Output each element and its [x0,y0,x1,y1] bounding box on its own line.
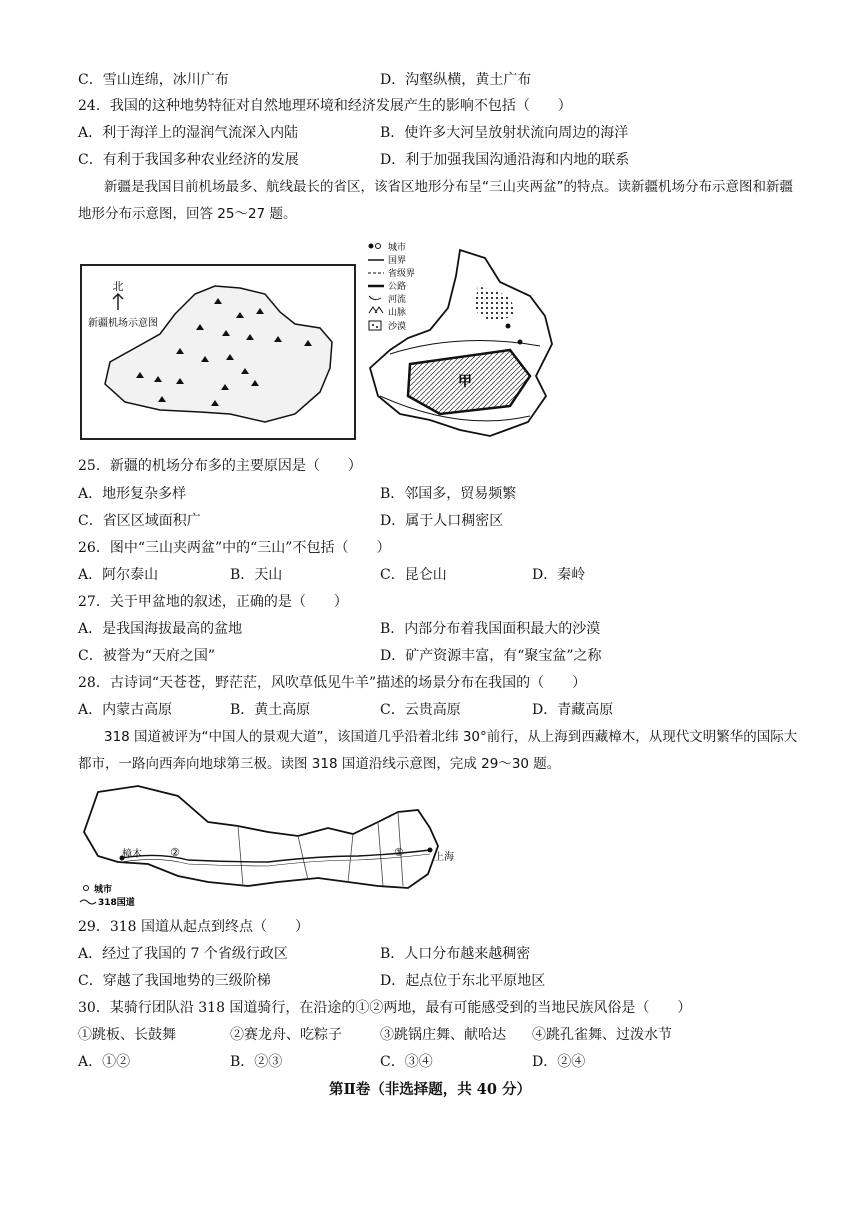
passage-xinjiang: 新疆是我国目前机场最多、航线最长的省区，该省区地形分布呈“三山夹两盆”的特点。读新疆机场分布示意图和新疆地形分布示意图，回答 25～27 题。 [78,179,793,222]
q27-option-a: A．是我国海拔最高的盆地 [78,621,243,637]
svg-text:山脉: 山脉 [388,308,407,318]
q26-option-b: B．天山 [230,567,283,583]
q30-choice-1: ①跳板、长鼓舞 [78,1027,176,1043]
north-label: 北 [112,280,124,293]
q24-option-b: B．使许多大河呈放射状流向周边的海洋 [380,125,629,141]
svg-text:城市: 城市 [94,885,113,895]
q25-option-d: D．属于人口稠密区 [380,513,504,529]
q27-option-c: C．被誉为“天府之国” [78,648,216,664]
q30-option-d: D．②④ [532,1054,586,1070]
q28-stem: 28．古诗词“天苍苍，野茫茫，风吹草低见牛羊”描述的场景分布在我国的（ ） [78,675,587,691]
xinjiang-terrain-map [360,246,560,442]
svg-text:国界: 国界 [388,256,407,266]
q24-option-d: D．利于加强我国沟通沿海和内地的联系 [380,152,630,168]
q30-choice-4: ④跳孔雀舞、过泼水节 [532,1027,672,1043]
q23-option-d: D．沟壑纵横，黄土广布 [380,72,532,88]
route-legend-icon [80,900,96,904]
q30-option-a: A．①② [78,1054,131,1070]
q25-option-a: A．地形复杂多样 [78,486,187,502]
passage-318: 318 国道被评为“中国人的景观大道”，该国道几乎沿着北纬 30°前行，从上海到西藏樟木，从现代文明繁华的国际大都市，一路向西奔向地球第三极。读图 318 国道沿线示意图，完成 29～30 题。 [78,729,798,772]
label-shanghai: 上海 [434,852,454,863]
q24-option-c: C．有利于我国多种农业经济的发展 [78,152,299,168]
q27-option-b: B．内部分布着我国面积最大的沙漠 [380,621,601,637]
label-mark-1: ① [394,846,404,859]
q24-stem: 24．我国的这种地势特征对自然地理环境和经济发展产生的影响不包括（ ） [78,98,572,114]
china-south-outline [84,786,438,888]
q29-option-a: A．经过了我国的 7 个省级行政区 [78,946,288,962]
q30-choice-3: ③跳锅庄舞、献哈达 [380,1027,506,1043]
label-jia: 甲 [458,374,472,390]
shanghai-dot [428,848,433,853]
route-318-map [78,782,478,910]
q28-option-b: B．黄土高原 [230,702,311,718]
q26-option-c: C．昆仑山 [380,567,447,583]
svg-text:318国道: 318国道 [98,898,135,908]
svg-text:公路: 公路 [388,282,407,292]
svg-text:沙漠: 沙漠 [388,322,407,332]
svg-text:城市: 城市 [388,243,407,253]
q30-option-b: B．②③ [230,1054,283,1070]
label-zhangmu: 樟木 [122,849,142,860]
q30-option-c: C．③④ [380,1054,433,1070]
city-legend2-icon [84,886,89,891]
airport-map-title: 新疆机场示意图 [88,318,158,329]
q29-option-d: D．起点位于东北平原地区 [380,973,546,989]
q25-option-b: B．邻国多，贸易频繁 [380,486,517,502]
q28-option-d: D．青藏高原 [532,702,614,718]
q30-stem: 30．某骑行团队沿 318 国道骑行，在沿途的①②两地，最有可能感受到的当地民族风俗是（ ） [78,1000,692,1016]
xinjiang-airport-map [80,264,356,440]
q25-stem: 25．新疆的机场分布多的主要原因是（ ） [78,458,362,474]
section-2-title: 第Ⅱ卷（非选择题，共 40 分） [329,1081,531,1098]
q26-stem: 26．图中“三山夹两盆”中的“三山”不包括（ ） [78,540,391,556]
q29-option-c: C．穿越了我国地势的三级阶梯 [78,973,271,989]
q28-option-a: A．内蒙古高原 [78,702,173,718]
q24-option-a: A．利于海洋上的湿润气流深入内陆 [78,125,299,141]
svg-text:省级界: 省级界 [388,269,416,279]
label-mark-2: ② [170,846,180,859]
q29-stem: 29．318 国道从起点到终点（ ） [78,919,309,935]
q23-option-c: C．雪山连绵，冰川广布 [78,72,229,88]
q27-option-d: D．矿产资源丰富，有“聚宝盆”之称 [380,648,602,664]
q27-stem: 27．关于甲盆地的叙述，正确的是（ ） [78,594,348,610]
q28-option-c: C．云贵高原 [380,702,461,718]
svg-text:河流: 河流 [388,295,407,305]
q30-choice-2: ②赛龙舟、吃粽子 [230,1027,342,1043]
q25-option-c: C．省区区域面积广 [78,513,201,529]
q26-option-a: A．阿尔泰山 [78,567,159,583]
q29-option-b: B．人口分布越来越稠密 [380,946,531,962]
q26-option-d: D．秦岭 [532,567,586,583]
